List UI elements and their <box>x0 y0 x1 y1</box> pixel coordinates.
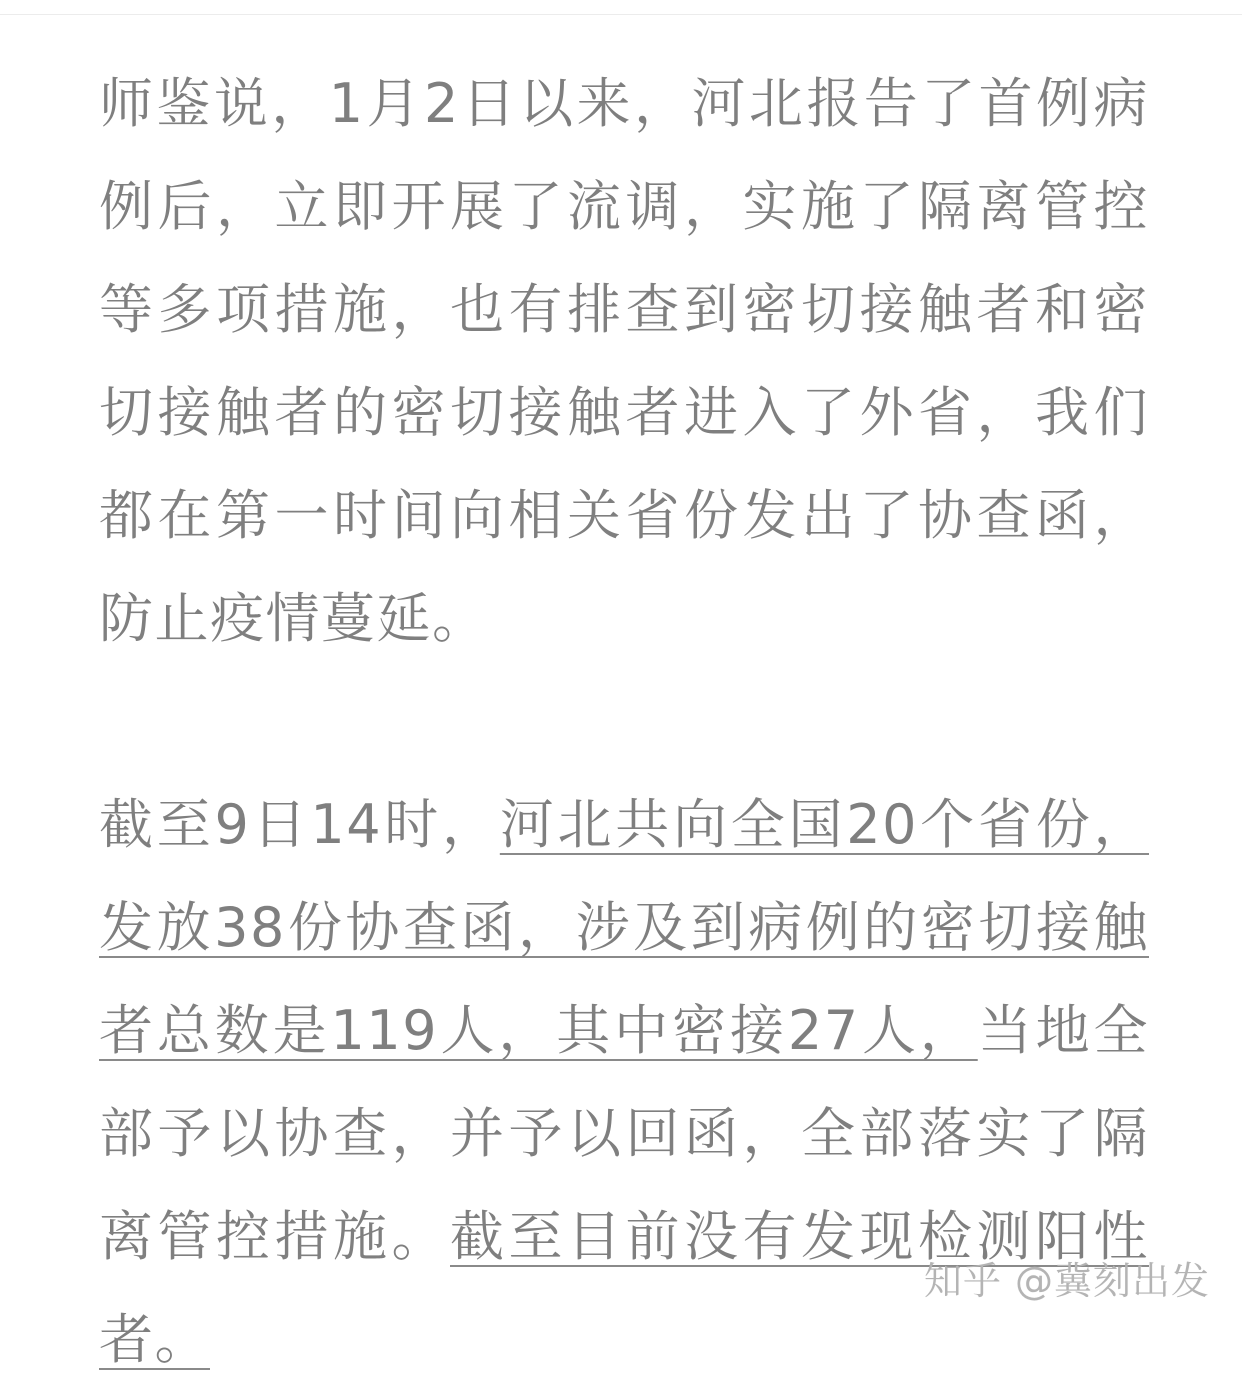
paragraph-1: 师鉴说，1月2日以来，河北报告了首例病例后，立即开展了流调，实施了隔离管控等多项措施，也有排查到密切接触者和密切接触者的密切接触者进入了外省，我们都在第一时间向相关省份发出了协查函，防止疫情蔓延。 <box>99 72 1149 650</box>
article-body <box>99 52 1149 1391</box>
underlined-text-2: 截至目前没有发现检测阳性者。 <box>99 1205 1149 1371</box>
zhihu-watermark: 知乎 @冀刻出发 <box>923 1259 1210 1303</box>
paragraph-2-middle: 当地全部予以协查，并予以回函，全部落实了隔离管控措施。 <box>99 999 1150 1268</box>
underlined-text-1: 河北共向全国20个省份，发放38份协查函，涉及到病例的密切接触者总数是119人，其中密接27人， <box>99 793 1149 1062</box>
top-divider <box>0 14 1242 15</box>
paragraph-2-lead: 截至9日14时， <box>99 793 500 856</box>
